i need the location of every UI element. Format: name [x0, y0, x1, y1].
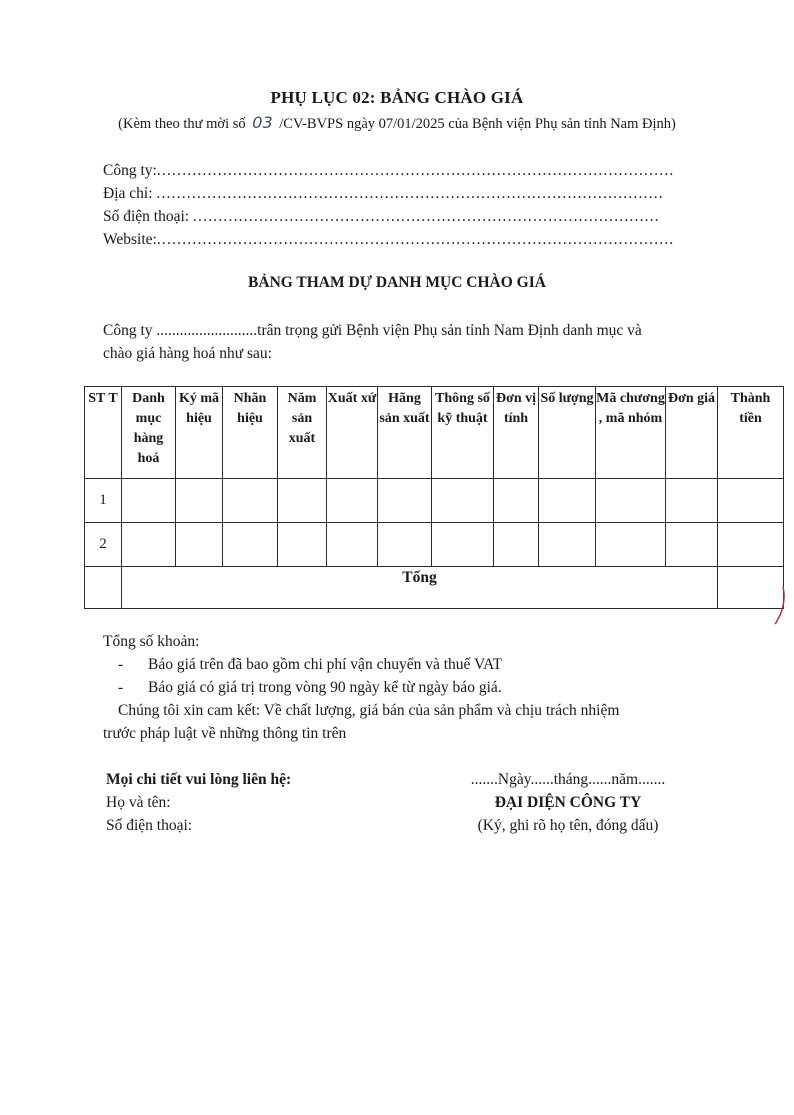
address-fill-line: .................................................................................................... [156, 185, 664, 202]
cell-unit-price[interactable] [666, 479, 718, 523]
address-field[interactable] [103, 185, 703, 203]
cell-model-code[interactable] [176, 523, 223, 567]
cell-chapter-group-code[interactable] [596, 479, 666, 523]
commitment-line-1: Chúng tôi xin cam kết: Về chất lượng, giá bán của sản phẩm và chịu trách nhiệm [118, 702, 620, 719]
page-title: PHỤ LỤC 02: BẢNG CHÀO GIÁ [270, 88, 524, 107]
company-label: Công ty: [103, 162, 157, 179]
terms-bullet-text: Báo giá trên đã bao gồm chi phí vận chuyển và thuế VAT [148, 656, 503, 673]
dash-icon: - [118, 679, 124, 696]
dash-icon: - [118, 656, 124, 673]
col-header-unit: Đơn vị tính [494, 387, 539, 479]
cell-amount[interactable] [718, 479, 784, 523]
quote-table [84, 386, 784, 609]
terms-bullet [118, 656, 502, 674]
cell-item-name[interactable] [122, 479, 176, 523]
commitment-line-2: trước pháp luật về những thông tin trên [103, 725, 347, 742]
cell-brand[interactable] [223, 523, 278, 567]
cell-manufacturer[interactable] [378, 523, 432, 567]
cell-item-name[interactable] [122, 523, 176, 567]
website-label: Website: [103, 231, 157, 248]
terms-bullet-text: Báo giá có giá trị trong vòng 90 ngày kể từ ngày báo giá. [148, 679, 502, 696]
col-header-item-name: Danh mục hàng hoá [122, 387, 176, 479]
cell-unit[interactable] [494, 523, 539, 567]
col-header-specs: Thông số kỹ thuật [432, 387, 494, 479]
cell-model-code[interactable] [176, 479, 223, 523]
col-header-unit-price: Đơn giá [666, 387, 718, 479]
pen-mark-icon [773, 585, 787, 625]
cell-origin[interactable] [327, 479, 378, 523]
total-stt-cell [85, 567, 122, 609]
col-header-stt: ST T [85, 387, 122, 479]
total-label: Tổng [122, 567, 718, 609]
phone-label: Số điện thoại: [103, 208, 193, 225]
subtitle-suffix: /CV-BVPS ngày 07/01/2025 của Bệnh viện Phụ sản tỉnh Nam Định) [279, 116, 676, 132]
col-header-manufacturer: Hãng sản xuất [378, 387, 432, 479]
page-subtitle [0, 113, 794, 133]
terms-bullet [118, 679, 502, 697]
cell-chapter-group-code[interactable] [596, 523, 666, 567]
cell-unit-price[interactable] [666, 523, 718, 567]
cell-origin[interactable] [327, 523, 378, 567]
contact-name-label: Họ và tên: [106, 794, 171, 811]
subtitle-prefix: (Kèm theo thư mời số [118, 116, 246, 132]
cell-quantity[interactable] [539, 479, 596, 523]
col-header-origin: Xuất xứ [327, 387, 378, 479]
contact-phone-label: Số điện thoại: [106, 817, 193, 834]
col-header-chapter-group-code: Mã chương , mã nhóm [596, 387, 666, 479]
col-header-amount: Thành tiền [718, 387, 784, 479]
cell-year[interactable] [278, 479, 327, 523]
intro-line-2: chào giá hàng hoá như sau: [103, 345, 272, 362]
cell-year[interactable] [278, 523, 327, 567]
row-stt: 1 [85, 479, 122, 523]
table-row [85, 479, 784, 523]
cell-specs[interactable] [432, 479, 494, 523]
handwritten-letter-number: 03 [252, 113, 273, 132]
table-total-row [85, 567, 784, 609]
terms-heading: Tổng số khoản: [103, 633, 200, 650]
table-header-row [85, 387, 784, 479]
company-fill-line: ...................................................................................................... [156, 162, 675, 179]
col-header-brand: Nhãn hiệu [223, 387, 278, 479]
section-title: BẢNG THAM DỰ DANH MỤC CHÀO GIÁ [248, 274, 546, 291]
signature-title: ĐẠI DIỆN CÔNG TY [494, 794, 642, 811]
signature-note: (Ký, ghi rõ họ tên, đóng dấu) [477, 817, 659, 834]
col-header-quantity: Số lượng [539, 387, 596, 479]
col-header-year: Năm sản xuất [278, 387, 327, 479]
cell-manufacturer[interactable] [378, 479, 432, 523]
contact-heading: Mọi chi tiết vui lòng liên hệ: [106, 771, 292, 788]
cell-brand[interactable] [223, 479, 278, 523]
table-row [85, 523, 784, 567]
cell-amount[interactable] [718, 523, 784, 567]
cell-quantity[interactable] [539, 523, 596, 567]
phone-fill-line: ............................................................................................ [192, 208, 660, 225]
website-fill-line: ...................................................................................................... [156, 231, 675, 248]
company-field[interactable] [103, 162, 703, 180]
phone-field[interactable] [103, 208, 703, 226]
website-field[interactable] [103, 231, 703, 249]
address-label: Địa chỉ: [103, 185, 157, 202]
cell-specs[interactable] [432, 523, 494, 567]
intro-line-1: Công ty ..........................trân trọng gửi Bệnh viện Phụ sản tỉnh Nam Định danh mục và [103, 322, 642, 339]
signature-date-line: .......Ngày......tháng......năm....... [470, 771, 666, 788]
cell-unit[interactable] [494, 479, 539, 523]
col-header-model-code: Ký mã hiệu [176, 387, 223, 479]
row-stt: 2 [85, 523, 122, 567]
